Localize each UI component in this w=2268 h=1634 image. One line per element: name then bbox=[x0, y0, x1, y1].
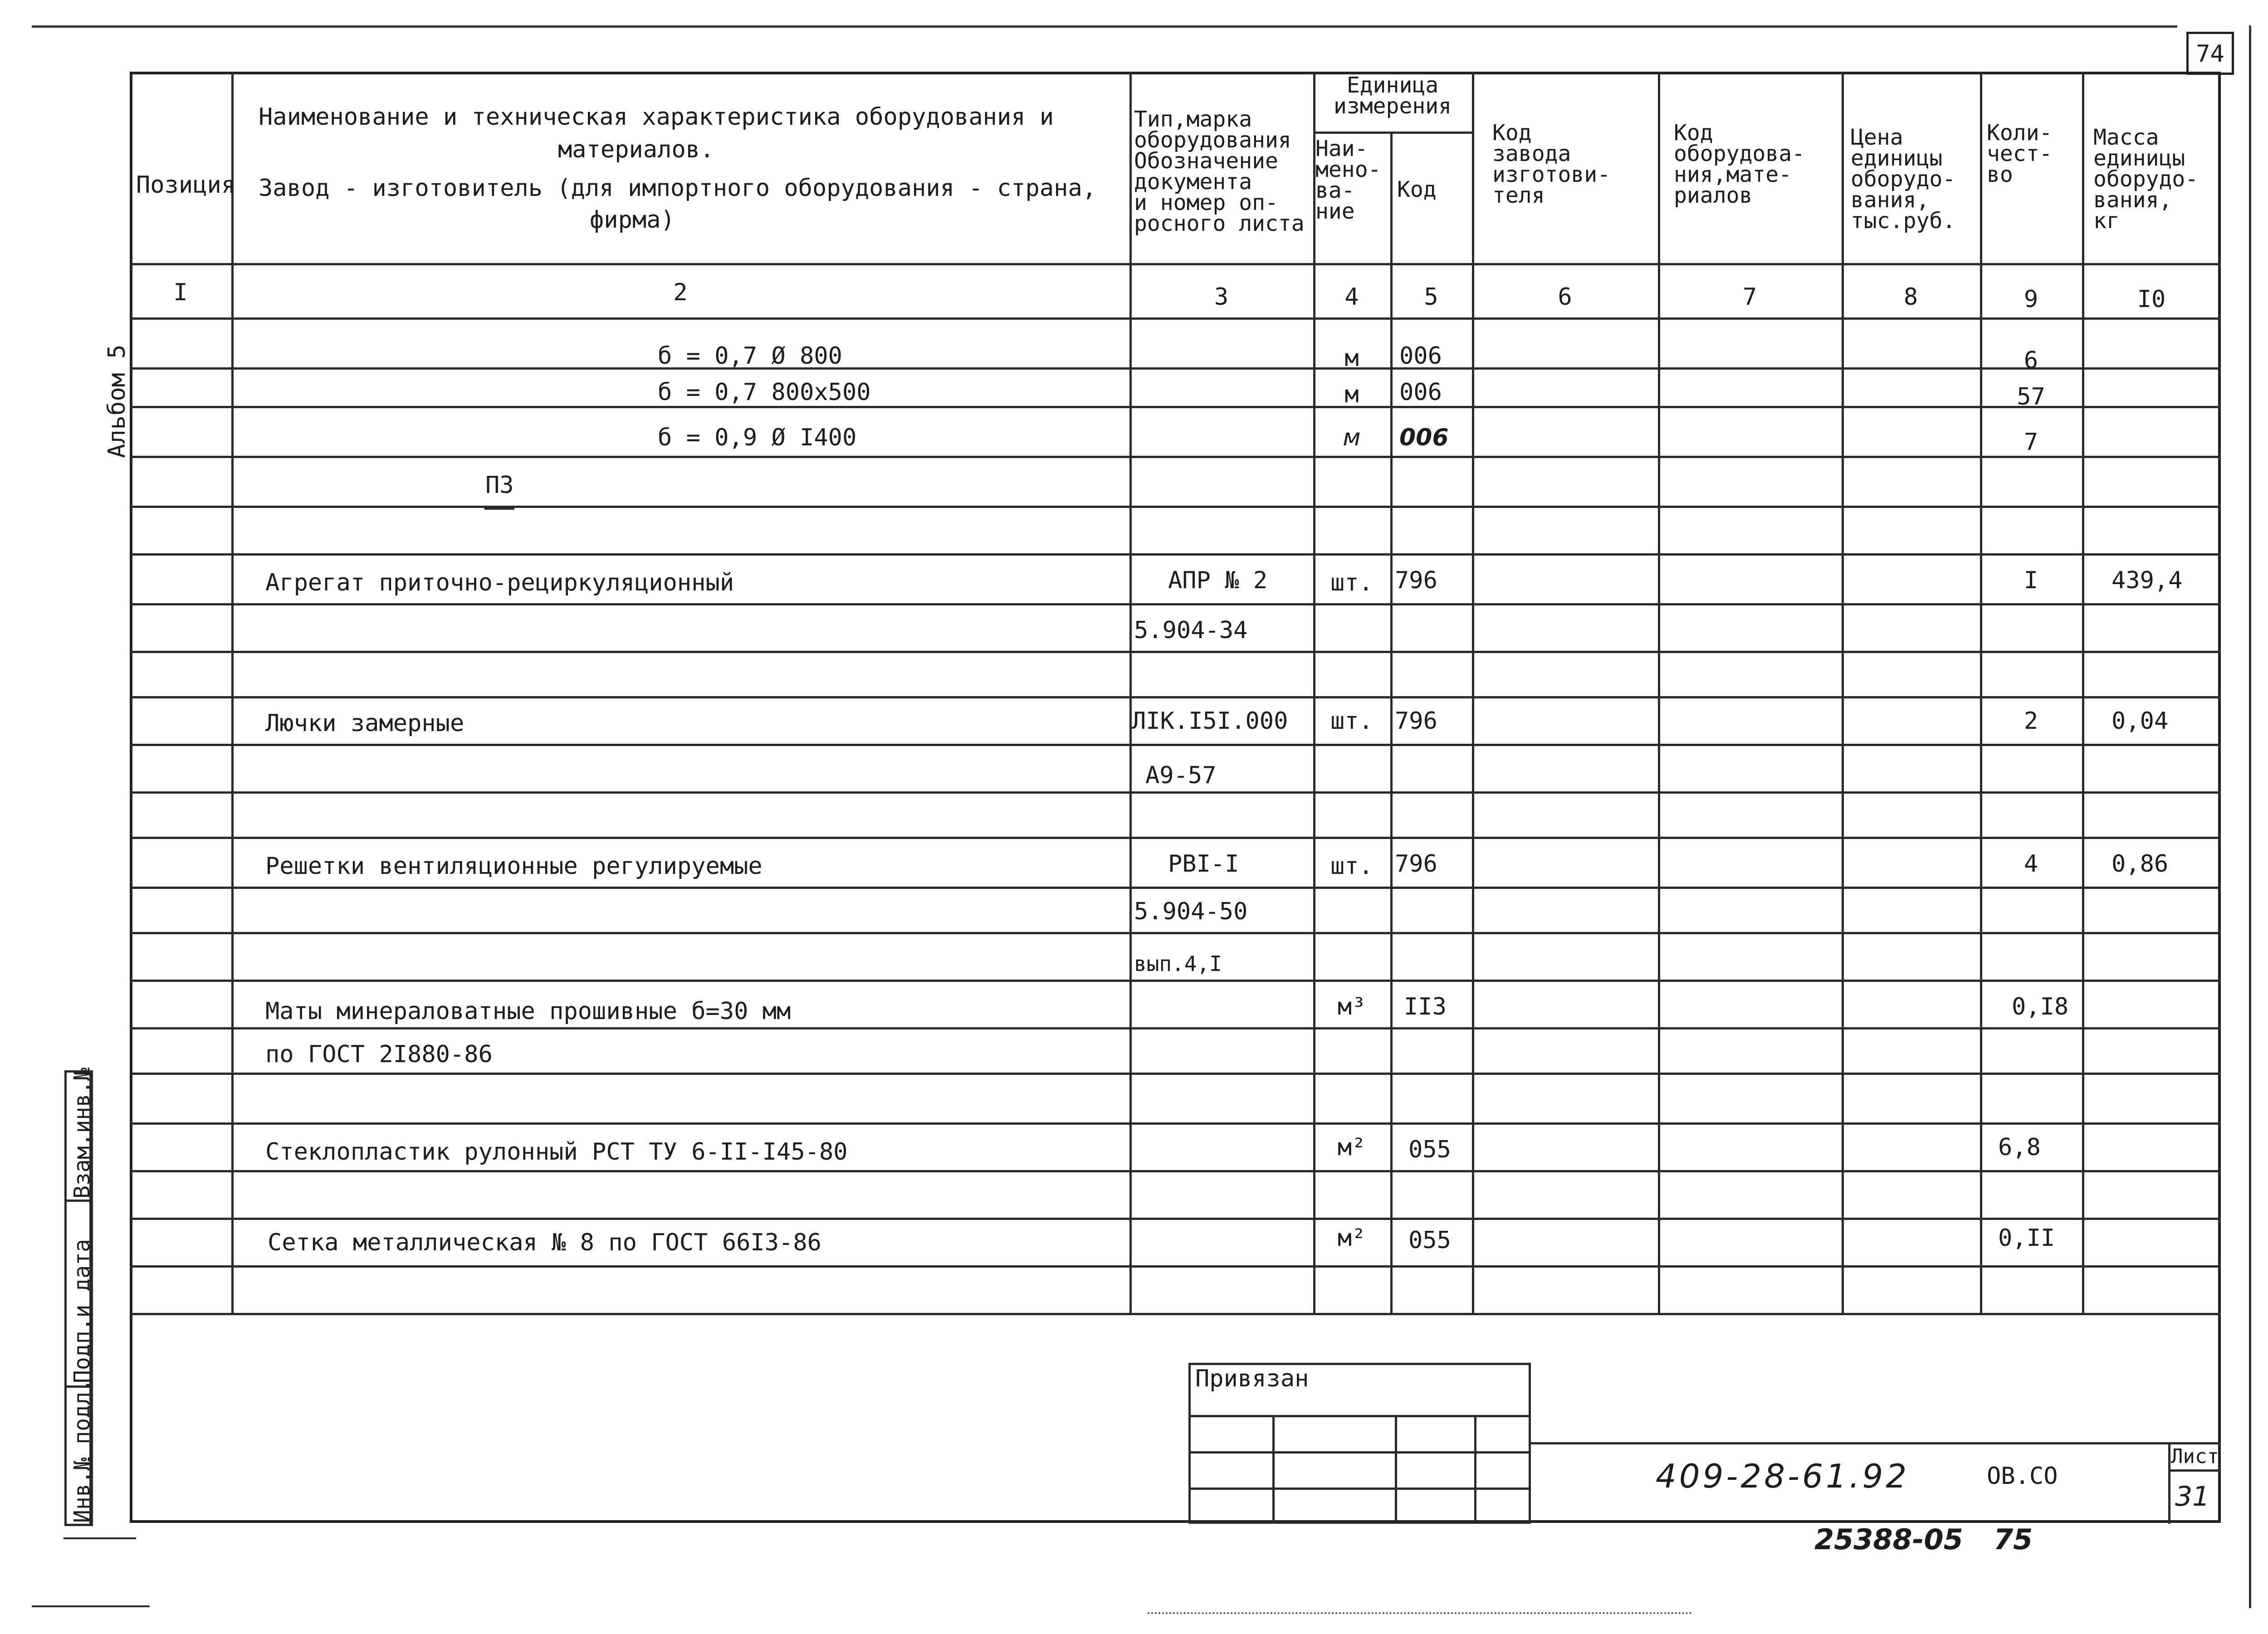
row-line bbox=[130, 1073, 2221, 1075]
row-aggregate-doc: 5.904-34 bbox=[1134, 617, 1248, 644]
row-aggregate-type: АПР № 2 bbox=[1168, 567, 1268, 594]
header-price: Цена единицы оборудо- вания, тыс.руб. bbox=[1851, 125, 1956, 234]
header-name-line3: Завод - изготовитель (для импортного оборудования - страна, bbox=[259, 175, 1097, 202]
row-line bbox=[130, 744, 2221, 746]
document-code: 409-28-61.92 bbox=[1656, 1457, 1910, 1495]
row-2-code: 006 bbox=[1399, 379, 1442, 406]
sheet-label: Лист bbox=[2171, 1445, 2219, 1468]
colnum-2: 2 bbox=[673, 279, 688, 306]
row-hatches-name: Лючки замерные bbox=[265, 710, 464, 737]
row-line bbox=[130, 696, 2221, 698]
row-mats-qty: 0,I8 bbox=[2012, 993, 2069, 1020]
stamp-original-inv-label: Инв.№ подл. bbox=[69, 1379, 95, 1523]
header-unit-name: Наи- мено- ва- ние bbox=[1315, 136, 1381, 224]
row-line bbox=[130, 1027, 2221, 1029]
right-border-line bbox=[2249, 25, 2251, 1608]
row-3-qty: 7 bbox=[2024, 429, 2038, 456]
row-3-name: б = 0,9 Ø I400 bbox=[658, 424, 857, 451]
row-mats-name: Маты минераловатные прошивные б=30 мм bbox=[265, 998, 791, 1025]
row-fiberglass-qty: 6,8 bbox=[1998, 1134, 2041, 1161]
page-number: 74 bbox=[2186, 32, 2234, 75]
tied-stamp-label: Привязан bbox=[1195, 1365, 1309, 1392]
row-line bbox=[130, 367, 2221, 370]
row-1-unit: м bbox=[1344, 345, 1359, 372]
row-hatches-type: ЛIК.I5I.000 bbox=[1132, 707, 1288, 735]
row-hatches-mass: 0,04 bbox=[2112, 707, 2169, 735]
row-mats-unit: м³ bbox=[1337, 993, 1366, 1020]
header-name-line1: Наименование и техническая характеристика оборудования и bbox=[259, 103, 1054, 131]
row-aggregate-qty: I bbox=[2024, 567, 2038, 594]
colnum-6: 6 bbox=[1558, 283, 1572, 311]
col-divider-6 bbox=[1658, 72, 1660, 1314]
colnum-5: 5 bbox=[1424, 283, 1438, 311]
row-grilles-unit: шт. bbox=[1330, 853, 1373, 880]
row-aggregate-code: 796 bbox=[1395, 567, 1437, 594]
row-1-qty: 6 bbox=[2024, 347, 2038, 374]
row-mesh-qty: 0,II bbox=[1998, 1224, 2055, 1252]
row-line bbox=[130, 456, 2221, 458]
tied-stamp-divider bbox=[1272, 1415, 1275, 1524]
tied-stamp-line bbox=[1188, 1488, 1531, 1490]
row-line bbox=[130, 553, 2221, 556]
row-grilles-mass: 0,86 bbox=[2112, 850, 2169, 878]
row-hatches-unit: шт. bbox=[1330, 707, 1373, 735]
row-1-name: б = 0,7 Ø 800 bbox=[658, 342, 842, 370]
row-line bbox=[130, 932, 2221, 934]
unit-group-line bbox=[1313, 132, 1472, 134]
tied-stamp-line bbox=[1188, 1451, 1531, 1454]
stamp-signature-date-label: Подп.и дата bbox=[69, 1239, 95, 1383]
row-line bbox=[130, 651, 2221, 653]
row-grilles-doc: 5.904-50 bbox=[1134, 898, 1248, 925]
header-unit-code: Код bbox=[1397, 177, 1437, 202]
sheet-number: 31 bbox=[2175, 1481, 2210, 1512]
top-border-line bbox=[32, 25, 2177, 28]
row-1-code: 006 bbox=[1399, 342, 1442, 370]
stamp-signature-date bbox=[64, 1200, 95, 1388]
colnum-1: I bbox=[173, 279, 188, 306]
row-line bbox=[130, 1122, 2221, 1125]
row-grilles-type: РВI-I bbox=[1168, 850, 1239, 878]
sheet-cell-line bbox=[2168, 1469, 2221, 1472]
row-mats-standard: по ГОСТ 2I880-86 bbox=[265, 1041, 493, 1068]
col-divider-1 bbox=[231, 72, 234, 1314]
colnum-8: 8 bbox=[1903, 283, 1918, 311]
row-3-code: 006 bbox=[1399, 424, 1449, 451]
album-label: Альбом 5 bbox=[103, 344, 131, 458]
header-name-line2: материалов. bbox=[558, 136, 714, 163]
scan-mark bbox=[64, 1537, 136, 1539]
row-line bbox=[130, 1218, 2221, 1220]
row-line bbox=[130, 1170, 2221, 1172]
header-quantity: Коли- чест- во bbox=[1987, 120, 2053, 187]
row-line bbox=[130, 837, 2221, 839]
tied-stamp-divider bbox=[1395, 1415, 1397, 1524]
header-factory-code: Код завода изготови- теля bbox=[1492, 120, 1611, 208]
section-heading-underline bbox=[484, 507, 514, 510]
row-grilles-name: Решетки вентиляционные регулируемые bbox=[265, 853, 763, 880]
colnum-4: 4 bbox=[1344, 283, 1359, 311]
scan-mark bbox=[1148, 1612, 1692, 1614]
row-line bbox=[130, 406, 2221, 408]
col-divider-3 bbox=[1313, 72, 1315, 1314]
row-2-unit: м bbox=[1344, 381, 1359, 408]
row-grilles-qty: 4 bbox=[2024, 850, 2038, 878]
header-position: Позиция bbox=[136, 171, 236, 199]
col-divider-2 bbox=[1129, 72, 1132, 1314]
colnum-10: I0 bbox=[2137, 286, 2166, 313]
row-mesh-name: Сетка металлическая № 8 по ГОСТ 66I3-86 bbox=[268, 1229, 821, 1256]
row-line bbox=[130, 791, 2221, 794]
colnum-9: 9 bbox=[2024, 286, 2038, 313]
row-hatches-doc: А9-57 bbox=[1145, 762, 1217, 789]
header-unit-group: Единица измерения bbox=[1333, 73, 1452, 119]
row-line bbox=[130, 1265, 2221, 1268]
row-aggregate-mass: 439,4 bbox=[2112, 567, 2183, 594]
stamp-column-edge bbox=[91, 1070, 93, 1526]
row-mesh-unit: м² bbox=[1337, 1224, 1366, 1252]
header-type: Тип,марка оборудования Обозначение документа и номер оп- росного листа bbox=[1134, 107, 1305, 236]
header-bottom-line bbox=[130, 263, 2221, 265]
stamp-original-inv bbox=[64, 1379, 95, 1526]
header-name-line4: фирма) bbox=[590, 206, 675, 234]
row-grilles-issue: вып.4,I bbox=[1134, 951, 1222, 976]
row-line bbox=[130, 506, 2221, 508]
tied-stamp-line bbox=[1188, 1415, 1531, 1417]
row-2-qty: 57 bbox=[2017, 383, 2045, 410]
row-aggregate-unit: шт. bbox=[1330, 569, 1373, 596]
footer-code: 25388-05 bbox=[1814, 1523, 1963, 1556]
header-equipment-code: Код оборудова- ния,мате- риалов bbox=[1674, 120, 1805, 208]
colnum-7: 7 bbox=[1742, 283, 1757, 311]
numbers-bottom-line bbox=[130, 317, 2221, 320]
row-hatches-code: 796 bbox=[1395, 707, 1437, 735]
col-divider-5 bbox=[1472, 72, 1474, 1314]
scan-mark bbox=[32, 1605, 150, 1607]
footer-page: 75 bbox=[1994, 1523, 2033, 1556]
title-block-top bbox=[1531, 1442, 2221, 1444]
row-fiberglass-unit: м² bbox=[1337, 1134, 1366, 1161]
row-line bbox=[130, 603, 2221, 605]
row-hatches-qty: 2 bbox=[2024, 707, 2038, 735]
row-3-unit: м bbox=[1343, 424, 1361, 451]
stamp-replaced-inv-label: Взам.инв.№ bbox=[69, 1068, 95, 1199]
stamp-replaced-inv bbox=[64, 1068, 95, 1202]
row-line bbox=[130, 887, 2221, 889]
header-mass: Масса единицы оборудо- вания, кг bbox=[2093, 125, 2199, 234]
tied-stamp-divider bbox=[1474, 1415, 1476, 1524]
row-mats-code: II3 bbox=[1404, 993, 1447, 1020]
row-grilles-code: 796 bbox=[1395, 850, 1437, 878]
col-divider-8 bbox=[1980, 72, 1982, 1314]
row-line bbox=[130, 980, 2221, 982]
row-aggregate-name: Агрегат приточно-рециркуляционный bbox=[265, 569, 734, 596]
row-mesh-code: 055 bbox=[1408, 1227, 1451, 1254]
section-heading: П3 bbox=[485, 472, 514, 499]
row-2-name: б = 0,7 800x500 bbox=[658, 379, 871, 406]
col-divider-9 bbox=[2082, 72, 2084, 1314]
table-body-bottom bbox=[130, 1313, 2221, 1315]
document-mark: ОВ.СО bbox=[1987, 1463, 2058, 1490]
col-divider-7 bbox=[1842, 72, 1844, 1314]
row-fiberglass-code: 055 bbox=[1408, 1136, 1451, 1163]
row-fiberglass-name: Стеклопластик рулонный РСТ ТУ 6-II-I45-80 bbox=[265, 1138, 848, 1166]
colnum-3: 3 bbox=[1214, 283, 1229, 311]
